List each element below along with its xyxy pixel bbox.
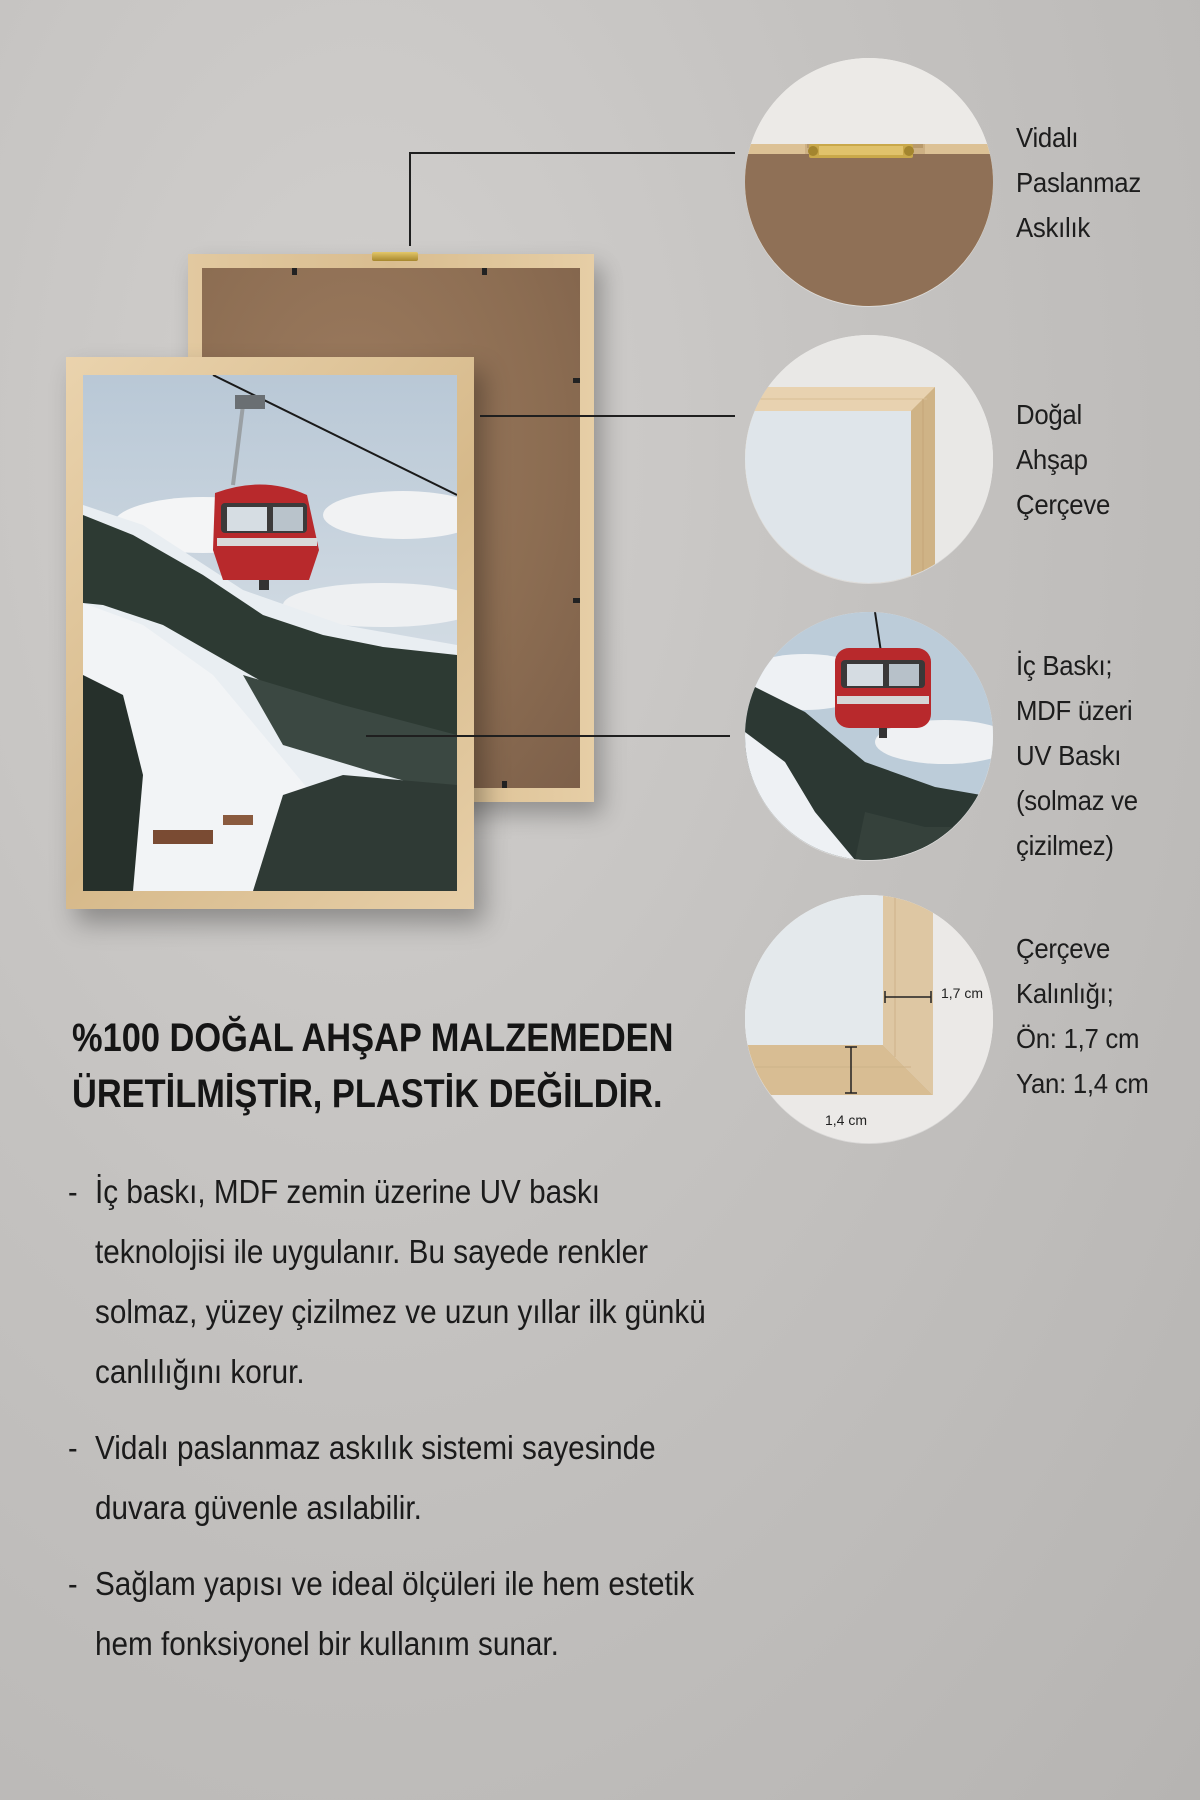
thickness-detail-circle [745, 895, 993, 1143]
bullet-dash: - [68, 1566, 78, 1602]
frame-clip-icon [482, 268, 487, 275]
list-item [68, 1418, 734, 1538]
front-thickness-label: 1,7 cm [941, 985, 984, 1001]
frame-clip-icon [573, 378, 580, 383]
bullet-dash: - [68, 1430, 78, 1466]
bullet-text: Vidalı paslanmaz askılık sistemi sayesinde duvara güvenle asılabilir. [95, 1429, 656, 1526]
callout-line [480, 415, 735, 417]
bullet-text: Sağlam yapısı ve ideal ölçüleri ile hem estetik hem fonksiyonel bir kullanım sunar. [95, 1565, 695, 1662]
frame-callout-text: Doğal Ahşap Çerçeve [1016, 399, 1110, 520]
hanger-detail-circle [745, 58, 993, 306]
frame-clip-icon [292, 268, 297, 275]
feature-list [68, 1162, 734, 1690]
material-heading: %100 DOĞAL AHŞAP MALZEMEDEN ÜRETİLMİŞTİR, PLASTİK DEĞİLDİR. [72, 1016, 674, 1116]
cable-car-print [83, 375, 457, 891]
side-thickness-label: 1,4 cm [825, 1112, 868, 1128]
print-callout-text: İç Baskı; MDF üzeri UV Baskı (solmaz ve çizilmez) [1016, 650, 1138, 861]
hanger-callout-text: Vidalı Paslanmaz Askılık [1016, 122, 1141, 243]
wood-frame-detail-circle [745, 335, 993, 583]
callout-line [409, 152, 735, 154]
thickness-callout-text: Çerçeve Kalınlığı; Ön: 1,7 cm Yan: 1,4 cm [1016, 933, 1149, 1099]
hanger-icon [372, 252, 418, 261]
bullet-text: İç baskı, MDF zemin üzerine UV baskı teknolojisi ile uygulanır. Bu sayede renkler solmaz, yüzey çizilmez ve uzun yıllar ilk günkü canlılığını korur. [95, 1173, 706, 1390]
print-detail-circle [745, 612, 993, 860]
bullet-dash: - [68, 1174, 78, 1210]
list-item [68, 1162, 734, 1402]
front-frame-image [66, 357, 474, 909]
list-item [68, 1554, 734, 1674]
callout-line [366, 735, 730, 737]
callout-line [409, 152, 411, 246]
frame-clip-icon [573, 598, 580, 603]
frame-clip-icon [502, 781, 507, 788]
